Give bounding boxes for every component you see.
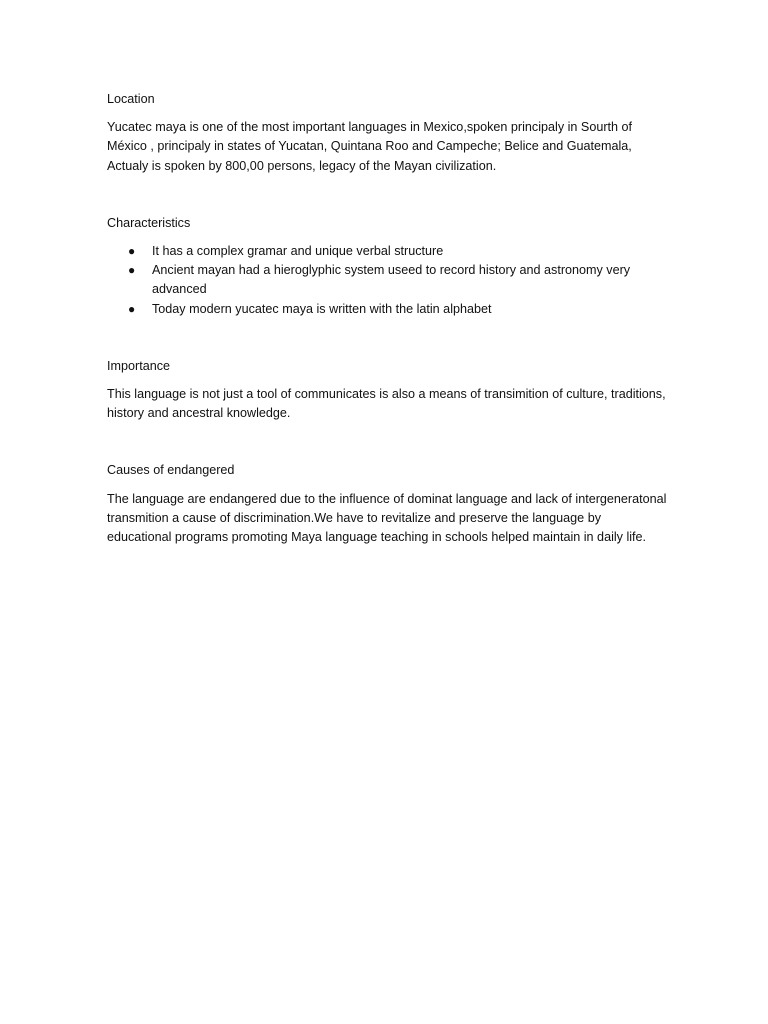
- section-location: [107, 90, 667, 176]
- section-causes: [107, 461, 667, 547]
- bullet-icon: ●: [128, 301, 136, 316]
- section-heading: Causes of endangered: [107, 463, 235, 478]
- bullet-icon: ●: [128, 244, 136, 259]
- section-paragraph: This language is not just a tool of communicates is also a means of transimition of culture, traditions, history and ancestral knowledge.: [107, 387, 666, 421]
- section-characteristics: [107, 214, 667, 319]
- section-importance: [107, 357, 667, 424]
- section-heading: Location: [107, 92, 155, 106]
- bullet-list: [107, 242, 667, 319]
- list-item-text: Ancient mayan had a hieroglyphic system useed to record history and astronomy very advanced: [152, 263, 631, 297]
- section-paragraph: Yucatec maya is one of the most important languages in Mexico,spoken principaly in Sourth of México , principaly in states of Yucatan, Quintana Roo and Campeche; Belice and Guatemala, Actualy is spoken by 800,00 persons, legacy of the Mayan civilization.: [107, 120, 633, 173]
- list-item-text: It has a complex gramar and unique verbal structure: [152, 244, 444, 259]
- list-item: [107, 261, 667, 299]
- bullet-icon: ●: [128, 263, 136, 278]
- list-item-text: Today modern yucatec maya is written with the latin alphabet: [152, 301, 492, 316]
- section-heading: Importance: [107, 358, 170, 373]
- section-paragraph: The language are endangered due to the influence of dominat language and lack of intergeneratonal transmition a cause of discrimination.We have to revitalize and preserve the language by educational programs promoting Maya language teaching in schools helped maintain in daily life.: [107, 491, 667, 545]
- section-heading: Characteristics: [107, 215, 191, 230]
- list-item: [107, 300, 667, 319]
- list-item: [107, 242, 667, 261]
- document-page: [107, 90, 667, 585]
